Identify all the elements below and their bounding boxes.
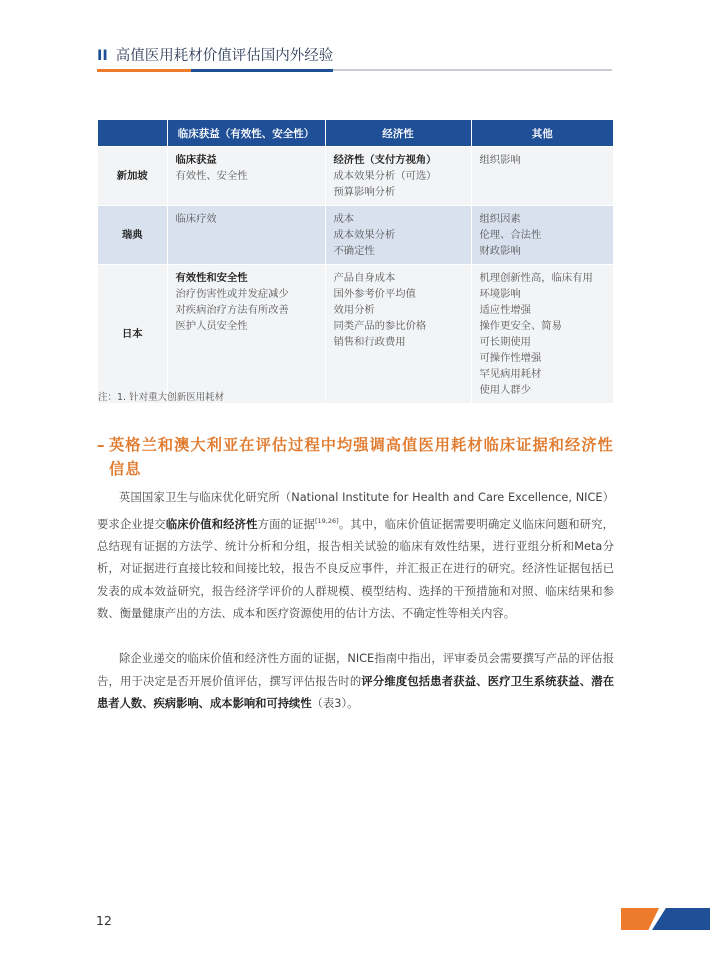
table-row <box>98 206 613 265</box>
section-heading <box>97 433 622 481</box>
running-header <box>97 44 333 65</box>
cell-line: 机理创新性高，临床有用 <box>479 272 593 284</box>
cell-line: 罕见病用耗材 <box>479 368 542 380</box>
footer-accent-blue <box>652 908 710 930</box>
cell-other <box>471 265 613 404</box>
body-paragraph-1 <box>97 487 614 626</box>
cell-line: 产品自身成本 <box>333 272 396 284</box>
table-header-row <box>98 120 613 147</box>
text-run: 。其中，临床价值证据需要明确定义临床问题和研究，总结现有证据的方法学、统计分析和分组，报告相关试验的临床有效性结果，进行亚组分析和Meta分析，对证据进行直接比较和间接比较，报告不良反应事件，并汇报正在进行的研究。经济性证据包括已发表的成本效益研究，报告经济学评价的人群规模、模型结构、选择的干预措施和对照、临床结果和参数、衡量健康产出的方法、成本和医疗资源使用的估计方法、不确定性等相关内容。 <box>97 517 614 621</box>
text-run: 除企业递交的临床价值和经济性方面的证据，NICE指南中指出，评审委员会需要撰写产品的评估报告，用于决定是否开展价值评估，撰写评估报告时的 <box>97 652 614 688</box>
section-heading-line1: 英格兰和澳大利亚在评估过程中均强调高值医用耗材临床证据和经济性 <box>109 436 614 454</box>
cell-line: 预算影响分析 <box>333 186 396 198</box>
bold-run: 评分维度包括患者获益、医疗卫生系统获益、潜在患者人数、疾病影响、成本影响和可持续性 <box>97 674 614 710</box>
cell-line: 成本效果分析 <box>333 229 396 241</box>
cell-line: 治疗伤害性或并发症减少 <box>175 288 289 300</box>
cell-line: 对疾病治疗方法有所改善 <box>175 304 289 316</box>
cell-heading: 临床获益 <box>175 154 217 166</box>
comparison-table <box>98 120 613 403</box>
table-row <box>98 147 613 206</box>
cell-line: 可操作性增强 <box>479 352 542 364</box>
cell-economic <box>325 147 471 206</box>
cell-heading: 有效性和安全性 <box>175 272 248 284</box>
header-cell-country <box>98 120 167 147</box>
header-accent-blue <box>191 69 333 72</box>
cell-line: 组织影响 <box>479 154 521 166</box>
cell-line: 成本效果分析（可选） <box>333 170 437 182</box>
cell-line: 不确定性 <box>333 245 375 257</box>
cell-other <box>471 206 613 265</box>
cell-line: 效用分析 <box>333 304 375 316</box>
section-heading-line2: 信息 <box>109 460 142 478</box>
cell-line: 可长期使用 <box>479 336 531 348</box>
cell-line: 组织因素 <box>479 213 521 225</box>
cell-economic <box>325 265 471 404</box>
header-cell-clinical: 临床获益（有效性、安全性） <box>167 120 325 147</box>
cell-line: 有效性、安全性 <box>175 170 248 182</box>
text-run: 方面的证据 <box>257 517 315 531</box>
cell-line: 成本 <box>333 213 355 225</box>
row-country: 瑞典 <box>98 206 167 265</box>
cell-line: 操作更安全、简易 <box>479 320 562 332</box>
cell-clinical <box>167 265 325 404</box>
cell-line: 医护人员安全性 <box>175 320 248 332</box>
header-accent-orange <box>97 69 191 72</box>
cell-line: 国外参考价平均值 <box>333 288 416 300</box>
cell-line: 伦理、合法性 <box>479 229 542 241</box>
chapter-title: 高值医用耗材价值评估国内外经验 <box>115 48 334 64</box>
row-country: 新加坡 <box>98 147 167 206</box>
page-number: 12 <box>96 913 112 928</box>
cell-line: 销售和行政费用 <box>333 336 406 348</box>
cell-line: 环境影响 <box>479 288 521 300</box>
table-row <box>98 265 613 404</box>
cell-other <box>471 147 613 206</box>
cell-line: 同类产品的参比价格 <box>333 320 427 332</box>
row-country: 日本 <box>98 265 167 404</box>
header-cell-other: 其他 <box>471 120 613 147</box>
citation: [19,26] <box>314 516 339 525</box>
cell-clinical <box>167 206 325 265</box>
cell-line: 适应性增强 <box>479 304 531 316</box>
text-run: （表3）。 <box>311 697 359 710</box>
section-dash: – <box>97 436 106 454</box>
table-note: 注：1. 针对重大创新医用耗材 <box>98 392 225 403</box>
bold-run: 临床价值和经济性 <box>165 517 258 531</box>
cell-economic <box>325 206 471 265</box>
footer-accent-orange <box>621 908 659 930</box>
body-paragraph-2 <box>97 648 614 716</box>
cell-heading: 经济性（支付方视角） <box>333 154 437 166</box>
chapter-mark: II <box>97 48 108 64</box>
text-run: 英国国家卫生与临床优化研究所（National Institute for Health and Care Excellence, NICE）要求企业提交 <box>97 491 614 531</box>
cell-clinical <box>167 147 325 206</box>
cell-line: 财政影响 <box>479 245 521 257</box>
cell-line: 临床疗效 <box>175 213 217 225</box>
header-cell-economic: 经济性 <box>325 120 471 147</box>
cell-line: 使用人群少 <box>479 384 531 396</box>
